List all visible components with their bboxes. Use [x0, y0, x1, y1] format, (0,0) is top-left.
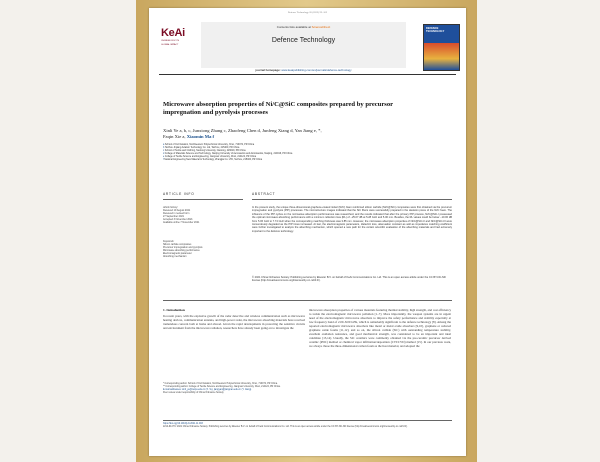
- affiliation-sup: f: [163, 158, 164, 161]
- author-list: [163, 128, 433, 140]
- affiliation-sup: b: [163, 146, 165, 149]
- journal-name: Defence Technology: [271, 37, 336, 44]
- keyword: Microwave absorbing performance: [163, 249, 200, 253]
- affiliation-text: Taizhou Jinjiang Aviation Technology Co. Ltd, Taizhou, 215400, PR China: [164, 146, 240, 149]
- abstract-heading: ABSTRACT: [252, 192, 276, 196]
- affiliation-sup: c: [163, 149, 165, 152]
- issn-line: 2214-9147/© 2021 China Ordnance Society. Publishing services by Elsevier B.V. on behalf of KeAi Communications Co. Ltd. This is an open access article under the CC BY-NC-ND license (http://creativecommons.org/licenses/by-nc-nd/4.0/).: [163, 426, 408, 428]
- intro-right-column: microwave absorption properties of various materials featuring thermal stability, high strength, and cost efficiency to tackle the electromagnetic microwave pollution [1–7]. More importantly, the weapon systems are in urgent need of the electromagnetic microwave absorbers to improve the safety performance and stability especially at low frequency band of 2.00–8.00 GHz, which is remarkably significant to the defence technology [8]. Among the reported electromagnetic microwave absorbers like metal or metal oxide absorbers [9,10], graphene or reduced graphene oxide foams [11,12], and so on, the silicon carbide (SiC) with outstanding temperature stability, excellent oxidation resistance, and good mechanical strength, was considered to be an important and ideal candidate [13,14]. Usually, the SiC ceramics were commonly obtained via the pre-ceramic precursor derived ceramic (PDC) method or chemical vapor infiltration/deposition (CVI/CVD) method [15]. In our previous work, we always chose the three-dimensional carbon foam as the host material, and adopted the: [309, 308, 451, 348]
- journal-header: [201, 22, 406, 68]
- article-info-heading: ARTICLE INFO: [163, 192, 195, 196]
- footnote: * Corresponding author. School of Civil Aviation, Northwestern Polytechnical University, Xi'an, 710072, PR China.: [163, 383, 278, 385]
- logo-tagline-1: CHINESE ROOTS: [161, 40, 180, 42]
- footer: [163, 423, 453, 429]
- intro-paragraph: In recent years, with the explosive growth of the radar detective and wireless communication such as microwave heating devices, communication antenna, and high-power radar, the microwave absorbing materials have received tremendous concern both at home and abroad. Given the rapid developments in protecting the sensitive circuits and environment from the microwave radiation, researchers have already been going on to investigate the: [163, 314, 305, 330]
- paper-page: [149, 8, 466, 456]
- affiliation-text: National Engineering New Material & Technology, Zhangjia Co. LTD, Suzhou, 215400, PR China: [164, 158, 263, 161]
- abstract-rule: [252, 199, 452, 200]
- contents-line: [201, 25, 406, 29]
- abstract-text: In the present study, the unique three-dimensional graphene-coated nickel (Ni/C) foam reinforced silicon carbide (Ni/C@SiC) composites were first obtained via the precursor impregnation and pyrolysis (PIP) processes. The microstructure images indicated that the SiC fibers were successfully prepared in the skeleton pores of the Ni/C foam. The influence of the PIP cycles on the microwave absorption performances was researched, and the results indicated that after the primary PIP process, Ni/C@SiC-I possessed the optimal microwave absorbing performance with a minimum reflection loss (RL) of −25.07 dB at 5.28 GHz and 5.00 mm. Besides, the RL values could be below −10.00 dB from 5.06 GHz to 7.74 GHz when the corresponding matching thickness was 3.85 mm. However, the microwave absorption properties of Ni/C@SiC-II and Ni/C@SiC-III were tremendously degraded as the PIP times increased. At last, the electromagnetic parameters, dielectric loss, attenuation constant as well as impedance matching coefficient were further investigated to analyze the absorbing mechanism, which opened a new path for the certain scientific evaluation of the absorbing materials and had extremely important to the defence technology.: [252, 206, 452, 233]
- body-divider: [163, 300, 452, 301]
- cover-title: DEFENCE TECHNOLOGY: [426, 27, 445, 33]
- authors-line-2-prefix: Faqin Xie a,: [163, 134, 186, 139]
- journal-cover-thumbnail: [423, 24, 460, 71]
- affiliation: [163, 159, 443, 162]
- history-line: Received 19 August 2021: [163, 209, 191, 213]
- affiliation-text: College of Materials Science and Technology, Nanjing University of Aeronautics and Astronautics, Nanjing, 210016, PR China: [164, 152, 293, 155]
- history-line: Available online 7 November 2021: [163, 221, 200, 225]
- keywords: [163, 240, 238, 259]
- affiliation-text: School of Textile and Clothing, Nantong University, Nantong, 226019, PR China: [164, 149, 246, 152]
- footnotes: [163, 383, 305, 395]
- corresponding-author-link[interactable]: Xiaomin Ma f: [186, 134, 215, 139]
- intro-left-column: [163, 308, 305, 330]
- affiliations: [163, 144, 443, 161]
- homepage-label: journal homepage:: [255, 68, 281, 72]
- keai-logo: [161, 28, 199, 58]
- contents-prefix: Contents lists available at: [276, 25, 311, 29]
- running-head: Defence Technology 20 (2023) 93–102: [287, 11, 328, 14]
- journal-homepage: [201, 68, 406, 72]
- affiliation-sup: d: [163, 152, 165, 155]
- footnote: ** Corresponding author. College of Textile Science and Engineering, Jiangnan University, Wuxi, 214122, PR China.: [163, 386, 281, 388]
- history-line: 27 September 2021: [163, 215, 184, 219]
- homepage-url[interactable]: www.keaipublishing.com/en/journals/defence-technology: [281, 68, 352, 72]
- history-line: Accepted 3 November 2021: [163, 218, 193, 222]
- affiliation-text: School of Civil Aviation, Northwestern Polytechnical University, Xi'an, 710072, PR China: [164, 144, 255, 146]
- header-divider: [159, 74, 456, 75]
- keyword: Electromagnetic parameter: [163, 252, 192, 256]
- affiliation-sup: a: [163, 144, 165, 146]
- info-rule: [163, 199, 243, 200]
- abstract-copyright: © 2021 China Ordnance Society. Publishing services by Elsevier B.V. on behalf of KeAi Communications Co. Ltd. This is an open access article under the CC BY-NC-ND license (http://creativecommons.org/licenses/by-nc-nd/4.0/).: [252, 276, 446, 283]
- keyword: Absorbing mechanism: [163, 255, 187, 259]
- authors-line-1: Xinli Ye a, b, c, Junxiong Zhang c, Zhaofeng Chen d, Junfeng Xiang d, Yan Jiang e, *,: [163, 128, 322, 133]
- history-line: Received in revised form: [163, 212, 190, 216]
- article-title: Microwave absorption properties of Ni/C@SiC composites prepared by precursor impregnation and pyrolysis processes: [163, 101, 393, 117]
- affiliation-text: College of Textile Science and Engineering, Jiangnan University, Wuxi, 214122, PR China: [164, 155, 257, 158]
- keyword: Silicon carbide composites: [163, 243, 192, 247]
- intro-heading: 1. Introduction: [163, 308, 185, 312]
- article-history: [163, 206, 238, 225]
- history-label: Article history:: [163, 206, 179, 209]
- authors-line-2: [163, 134, 433, 140]
- footnote: Peer review under responsibility of China Ordnance Society: [163, 392, 224, 394]
- keywords-label: Keywords:: [163, 240, 175, 243]
- doi-link[interactable]: https://doi.org/10.1016/j.dt.2021.11.003: [163, 423, 203, 425]
- footer-divider: [163, 420, 452, 421]
- footnote-email[interactable]: E-mail addresses: xinli_ye@nwpu.edu.cn (X. Ye), jiangyan@jiangnan.edu.cn (Y. Jiang).: [163, 389, 252, 391]
- logo-text: KeAi: [161, 27, 185, 39]
- affiliation-sup: e: [163, 155, 165, 158]
- sciencedirect-link[interactable]: ScienceDirect: [311, 25, 331, 29]
- keyword: Precursor impregnation and pyrolysis: [163, 246, 203, 250]
- logo-tagline-2: GLOBAL IMPACT: [161, 43, 179, 46]
